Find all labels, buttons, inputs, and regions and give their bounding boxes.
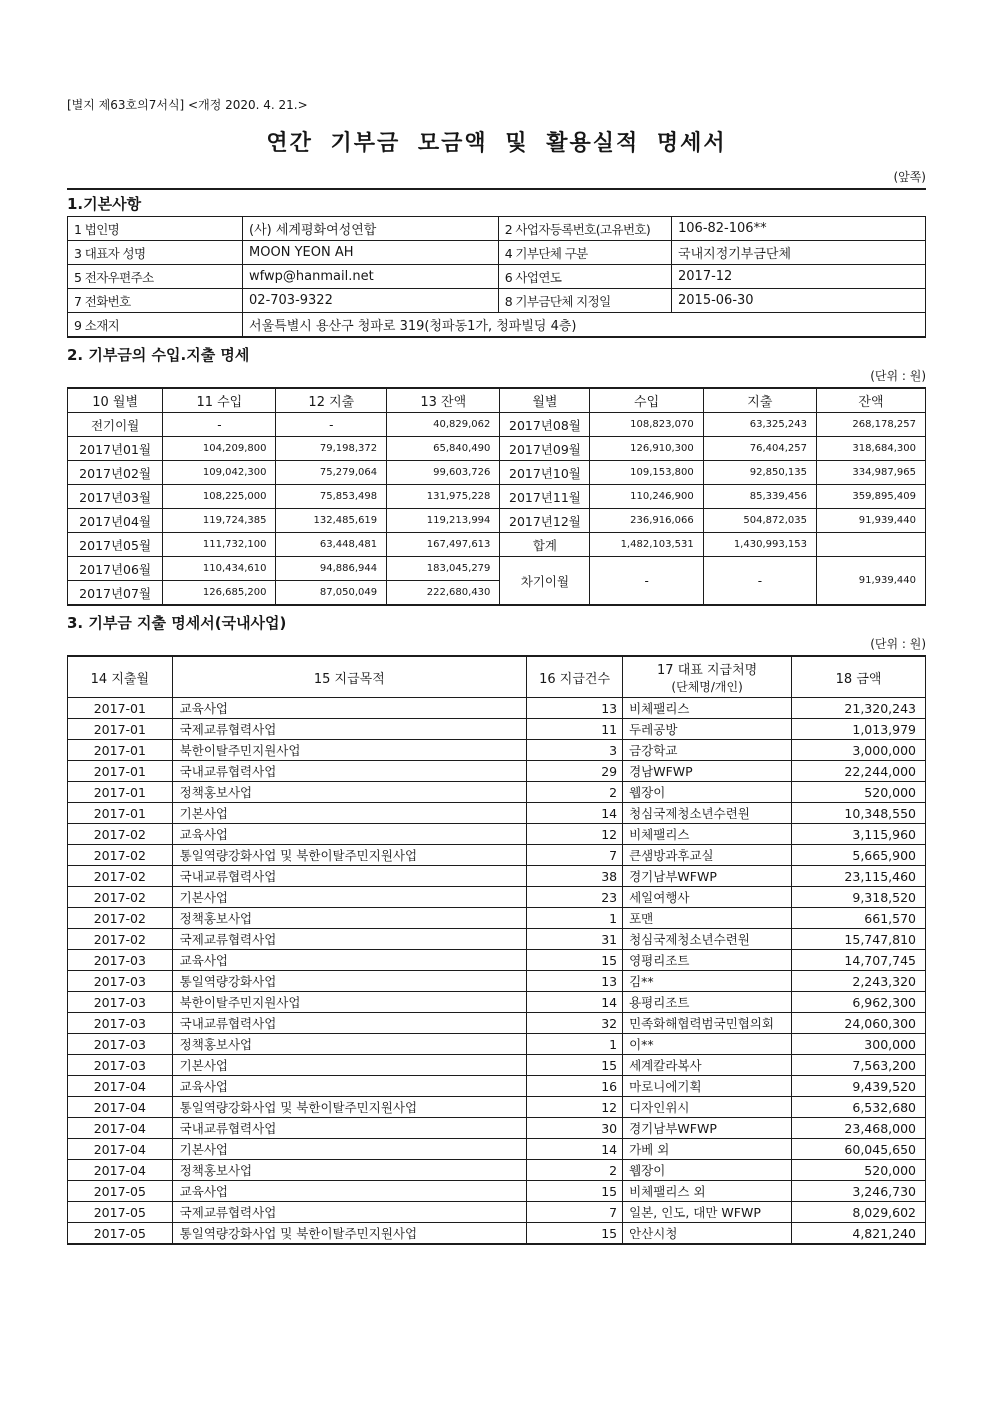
payee-cell: 웹장이	[623, 782, 792, 803]
amount-cell: 3,115,960	[792, 824, 926, 845]
expense-month-cell: 2017-02	[68, 908, 173, 929]
expense-month-cell: 2017-01	[68, 761, 173, 782]
field-label: 9 소재지	[68, 313, 243, 338]
expense-detail-row	[68, 971, 926, 992]
purpose-cell: 국내교류협력사업	[172, 761, 526, 782]
count-cell: 32	[527, 1013, 623, 1034]
section1-heading: 1.기본사항	[67, 195, 142, 213]
balance-cell: 268,178,257	[816, 413, 925, 437]
purpose-cell: 기본사업	[172, 1055, 526, 1076]
expense-cell: 92,850,135	[703, 461, 816, 485]
section3-heading: 3. 기부금 지출 명세서(국내사업)	[67, 614, 287, 632]
expense-month-cell: 2017-04	[68, 1118, 173, 1139]
form-reference: [별지 제63호의7서식] <개정 2020. 4. 21.>	[67, 98, 308, 112]
amount-cell: 3,000,000	[792, 740, 926, 761]
expense-detail-row	[68, 803, 926, 824]
purpose-cell: 정책홍보사업	[172, 782, 526, 803]
purpose-cell: 국제교류협력사업	[172, 719, 526, 740]
expense-month-cell: 2017-03	[68, 1013, 173, 1034]
amount-cell: 8,029,602	[792, 1202, 926, 1223]
purpose-cell: 정책홍보사업	[172, 1160, 526, 1181]
purpose-cell: 국내교류협력사업	[172, 866, 526, 887]
purpose-cell: 국내교류협력사업	[172, 1118, 526, 1139]
expense-month-cell: 2017-02	[68, 929, 173, 950]
balance-cell: 99,603,726	[387, 461, 500, 485]
expense-month-cell: 2017-05	[68, 1202, 173, 1223]
expense-detail-row	[68, 1202, 926, 1223]
income-expense-body	[68, 413, 926, 606]
purpose-cell: 북한이탈주민지원사업	[172, 740, 526, 761]
count-cell: 15	[527, 1181, 623, 1202]
purpose-cell: 통일역량강화사업 및 북한이탈주민지원사업	[172, 1223, 526, 1245]
month-cell: 2017년02월	[68, 461, 163, 485]
amount-cell: 9,439,520	[792, 1076, 926, 1097]
payee-cell: 금강학교	[623, 740, 792, 761]
field-label: 5 전자우편주소	[68, 265, 243, 289]
table-row	[68, 289, 926, 313]
expense-month-cell: 2017-02	[68, 845, 173, 866]
purpose-cell: 정책홍보사업	[172, 1034, 526, 1055]
count-cell: 7	[527, 1202, 623, 1223]
amount-cell: 22,244,000	[792, 761, 926, 782]
amount-cell: 520,000	[792, 782, 926, 803]
expense-month-cell: 2017-01	[68, 803, 173, 824]
month-cell: 합계	[500, 533, 590, 557]
amount-cell: 3,246,730	[792, 1181, 926, 1202]
payee-cell: 비체팰리스	[623, 824, 792, 845]
field-label: 6 사업연도	[498, 265, 671, 289]
count-cell: 3	[527, 740, 623, 761]
payee-cell: 청심국제청소년수련원	[623, 803, 792, 824]
expense-cell: 94,886,944	[276, 557, 387, 581]
page-side-label: (앞쪽)	[893, 170, 926, 184]
column-header: 월별	[500, 388, 590, 413]
header-row	[68, 388, 926, 413]
payee-cell: 경남WFWP	[623, 761, 792, 782]
payee-cell: 안산시청	[623, 1223, 792, 1245]
payee-cell: 영평리조트	[623, 950, 792, 971]
column-header: 14 지출월	[68, 656, 173, 698]
field-label: 3 대표자 성명	[68, 241, 243, 265]
column-header: 11 수입	[163, 388, 276, 413]
income-expense-row	[68, 557, 926, 581]
month-cell: 2017년05월	[68, 533, 163, 557]
expense-detail-row	[68, 950, 926, 971]
income-cell: 104,209,800	[163, 437, 276, 461]
purpose-cell: 북한이탈주민지원사업	[172, 992, 526, 1013]
expense-month-cell: 2017-05	[68, 1223, 173, 1245]
expense-detail-row	[68, 698, 926, 719]
expense-month-cell: 2017-05	[68, 1181, 173, 1202]
count-cell: 15	[527, 1055, 623, 1076]
purpose-cell: 교육사업	[172, 824, 526, 845]
amount-cell: 520,000	[792, 1160, 926, 1181]
column-header: 13 잔액	[387, 388, 500, 413]
count-cell: 1	[527, 908, 623, 929]
purpose-cell: 통일역량강화사업	[172, 971, 526, 992]
amount-cell: 2,243,320	[792, 971, 926, 992]
payee-cell: 비체팰리스 외	[623, 1181, 792, 1202]
balance-cell: 167,497,613	[387, 533, 500, 557]
unit-label: (단위 : 원)	[870, 637, 926, 651]
column-header: 잔액	[816, 388, 925, 413]
payee-cell: 디자인위시	[623, 1097, 792, 1118]
field-value: 106-82-106**	[672, 217, 926, 241]
income-cell: 109,153,800	[590, 461, 703, 485]
payee-cell: 경기남부WFWP	[623, 1118, 792, 1139]
income-expense-row	[68, 533, 926, 557]
payee-cell: 경기남부WFWP	[623, 866, 792, 887]
month-cell: 2017년03월	[68, 485, 163, 509]
income-expense-row	[68, 413, 926, 437]
expense-detail-table	[67, 655, 926, 1245]
balance-cell: 40,829,062	[387, 413, 500, 437]
column-header: 수입	[590, 388, 703, 413]
purpose-cell: 국제교류협력사업	[172, 929, 526, 950]
balance-cell: 91,939,440	[816, 557, 925, 606]
count-cell: 29	[527, 761, 623, 782]
expense-detail-row	[68, 1223, 926, 1245]
count-cell: 1	[527, 1034, 623, 1055]
expense-detail-row	[68, 824, 926, 845]
income-cell: -	[163, 413, 276, 437]
payee-cell: 이**	[623, 1034, 792, 1055]
amount-cell: 1,013,979	[792, 719, 926, 740]
payee-cell: 웹장이	[623, 1160, 792, 1181]
count-cell: 7	[527, 845, 623, 866]
count-cell: 30	[527, 1118, 623, 1139]
income-cell: 126,685,200	[163, 581, 276, 606]
count-cell: 14	[527, 1139, 623, 1160]
balance-cell: 334,987,965	[816, 461, 925, 485]
purpose-cell: 기본사업	[172, 1139, 526, 1160]
payee-cell: 큰샘방과후교실	[623, 845, 792, 866]
expense-cell: -	[703, 557, 816, 606]
amount-cell: 9,318,520	[792, 887, 926, 908]
count-cell: 14	[527, 803, 623, 824]
field-label: 7 전화번호	[68, 289, 243, 313]
column-header: 18 금액	[792, 656, 926, 698]
purpose-cell: 교육사업	[172, 950, 526, 971]
field-value: 서울특별시 용산구 청파로 319(청파동1가, 청파빌딩 4층)	[243, 313, 926, 338]
field-value: MOON YEON AH	[243, 241, 499, 265]
amount-cell: 15,747,810	[792, 929, 926, 950]
month-cell: 2017년06월	[68, 557, 163, 581]
month-cell: 2017년01월	[68, 437, 163, 461]
expense-month-cell: 2017-04	[68, 1097, 173, 1118]
amount-cell: 60,045,650	[792, 1139, 926, 1160]
field-value: (사) 세계평화여성연합	[243, 217, 499, 241]
expense-month-cell: 2017-01	[68, 698, 173, 719]
field-value: 2017-12	[672, 265, 926, 289]
expense-cell: 85,339,456	[703, 485, 816, 509]
header-row	[68, 656, 926, 698]
count-cell: 12	[527, 824, 623, 845]
payee-cell: 일본, 인도, 대만 WFWP	[623, 1202, 792, 1223]
income-cell: -	[590, 557, 703, 606]
expense-cell: 76,404,257	[703, 437, 816, 461]
count-cell: 23	[527, 887, 623, 908]
payee-cell: 마로니에기획	[623, 1076, 792, 1097]
balance-cell: 318,684,300	[816, 437, 925, 461]
purpose-cell: 기본사업	[172, 803, 526, 824]
count-cell: 14	[527, 992, 623, 1013]
column-header: 지출	[703, 388, 816, 413]
expense-detail-row	[68, 740, 926, 761]
month-cell: 2017년08월	[500, 413, 590, 437]
count-cell: 13	[527, 971, 623, 992]
expense-detail-row	[68, 1055, 926, 1076]
payee-cell: 두레공방	[623, 719, 792, 740]
expense-cell: -	[276, 413, 387, 437]
amount-cell: 6,962,300	[792, 992, 926, 1013]
field-label: 8 기부금단체 지정일	[498, 289, 671, 313]
payee-cell: 비체팰리스	[623, 698, 792, 719]
amount-cell: 5,665,900	[792, 845, 926, 866]
balance-cell: 359,895,409	[816, 485, 925, 509]
field-label: 4 기부단체 구분	[498, 241, 671, 265]
count-cell: 2	[527, 1160, 623, 1181]
expense-detail-row	[68, 908, 926, 929]
expense-month-cell: 2017-01	[68, 782, 173, 803]
column-header: 10 월별	[68, 388, 163, 413]
amount-cell: 23,468,000	[792, 1118, 926, 1139]
amount-cell: 300,000	[792, 1034, 926, 1055]
expense-month-cell: 2017-02	[68, 824, 173, 845]
expense-cell: 87,050,049	[276, 581, 387, 606]
income-cell: 126,910,300	[590, 437, 703, 461]
expense-detail-row	[68, 929, 926, 950]
column-header-line2: (단체명/개인)	[671, 680, 743, 694]
month-cell: 2017년11월	[500, 485, 590, 509]
table-row	[68, 265, 926, 289]
month-cell: 2017년10월	[500, 461, 590, 485]
payee-cell: 민족화해협력범국민협의회	[623, 1013, 792, 1034]
income-cell: 108,823,070	[590, 413, 703, 437]
expense-detail-row	[68, 992, 926, 1013]
expense-month-cell: 2017-03	[68, 1055, 173, 1076]
expense-detail-body	[68, 698, 926, 1245]
expense-month-cell: 2017-04	[68, 1160, 173, 1181]
amount-cell: 6,532,680	[792, 1097, 926, 1118]
balance-cell: 119,213,994	[387, 509, 500, 533]
balance-cell: 65,840,490	[387, 437, 500, 461]
expense-month-cell: 2017-03	[68, 992, 173, 1013]
purpose-cell: 교육사업	[172, 1076, 526, 1097]
income-expense-row	[68, 485, 926, 509]
purpose-cell: 기본사업	[172, 887, 526, 908]
expense-detail-row	[68, 1097, 926, 1118]
expense-detail-row	[68, 1181, 926, 1202]
expense-month-cell: 2017-04	[68, 1076, 173, 1097]
carry-forward-label: 차기이월	[500, 557, 590, 606]
count-cell: 38	[527, 866, 623, 887]
month-cell: 2017년09월	[500, 437, 590, 461]
purpose-cell: 통일역량강화사업 및 북한이탈주민지원사업	[172, 845, 526, 866]
document-content	[67, 0, 926, 1245]
amount-cell: 7,563,200	[792, 1055, 926, 1076]
expense-month-cell: 2017-04	[68, 1139, 173, 1160]
count-cell: 12	[527, 1097, 623, 1118]
expense-detail-row	[68, 887, 926, 908]
expense-month-cell: 2017-01	[68, 719, 173, 740]
payee-cell: 세일여행사	[623, 887, 792, 908]
count-cell: 16	[527, 1076, 623, 1097]
purpose-cell: 교육사업	[172, 1181, 526, 1202]
count-cell: 13	[527, 698, 623, 719]
expense-cell: 79,198,372	[276, 437, 387, 461]
income-expense-row	[68, 437, 926, 461]
balance-cell: 222,680,430	[387, 581, 500, 606]
count-cell: 15	[527, 1223, 623, 1245]
expense-month-cell: 2017-02	[68, 887, 173, 908]
amount-cell: 23,115,460	[792, 866, 926, 887]
amount-cell: 21,320,243	[792, 698, 926, 719]
expense-detail-row	[68, 1139, 926, 1160]
column-header	[623, 656, 792, 698]
expense-detail-row	[68, 845, 926, 866]
field-label: 2 사업자등록번호(고유번호)	[498, 217, 671, 241]
expense-detail-row	[68, 866, 926, 887]
purpose-cell: 정책홍보사업	[172, 908, 526, 929]
count-cell: 11	[527, 719, 623, 740]
document-title: 연간 기부금 모금액 및 활용실적 명세서	[266, 131, 727, 156]
column-header: 16 지급건수	[527, 656, 623, 698]
field-value: 02-703-9322	[243, 289, 499, 313]
amount-cell: 661,570	[792, 908, 926, 929]
amount-cell: 4,821,240	[792, 1223, 926, 1245]
income-expense-row	[68, 509, 926, 533]
expense-cell: 63,325,243	[703, 413, 816, 437]
expense-detail-row	[68, 1118, 926, 1139]
balance-cell: 91,939,440	[816, 509, 925, 533]
balance-cell: 131,975,228	[387, 485, 500, 509]
expense-cell: 132,485,619	[276, 509, 387, 533]
expense-detail-row	[68, 782, 926, 803]
unit-label: (단위 : 원)	[870, 369, 926, 383]
expense-month-cell: 2017-03	[68, 1034, 173, 1055]
payee-cell: 청심국제청소년수련원	[623, 929, 792, 950]
expense-detail-row	[68, 719, 926, 740]
expense-cell: 75,853,498	[276, 485, 387, 509]
field-value: 국내지정기부금단체	[672, 241, 926, 265]
expense-detail-row	[68, 1013, 926, 1034]
income-cell: 119,724,385	[163, 509, 276, 533]
table-row	[68, 313, 926, 338]
amount-cell: 10,348,550	[792, 803, 926, 824]
column-header-line1: 17 대표 지급처명	[657, 663, 758, 678]
income-cell: 108,225,000	[163, 485, 276, 509]
expense-cell: 75,279,064	[276, 461, 387, 485]
column-header: 15 지급목적	[172, 656, 526, 698]
month-cell: 2017년04월	[68, 509, 163, 533]
payee-cell: 가베 외	[623, 1139, 792, 1160]
income-expense-row	[68, 461, 926, 485]
income-cell: 110,246,900	[590, 485, 703, 509]
expense-cell: 63,448,481	[276, 533, 387, 557]
income-cell: 109,042,300	[163, 461, 276, 485]
expense-detail-row	[68, 761, 926, 782]
expense-month-cell: 2017-03	[68, 971, 173, 992]
field-value: 2015-06-30	[672, 289, 926, 313]
expense-cell: 504,872,035	[703, 509, 816, 533]
income-cell: 111,732,100	[163, 533, 276, 557]
purpose-cell: 통일역량강화사업 및 북한이탈주민지원사업	[172, 1097, 526, 1118]
expense-detail-row	[68, 1160, 926, 1181]
purpose-cell: 교육사업	[172, 698, 526, 719]
count-cell: 2	[527, 782, 623, 803]
horizontal-rule	[67, 188, 926, 190]
income-cell: 1,482,103,531	[590, 533, 703, 557]
month-cell: 2017년12월	[500, 509, 590, 533]
payee-cell: 세계칼라복사	[623, 1055, 792, 1076]
section2-heading: 2. 기부금의 수입.지출 명세	[67, 346, 250, 364]
month-cell: 전기이월	[68, 413, 163, 437]
count-cell: 15	[527, 950, 623, 971]
basic-info-table	[67, 216, 926, 338]
field-value: wfwp@hanmail.net	[243, 265, 499, 289]
purpose-cell: 국내교류협력사업	[172, 1013, 526, 1034]
column-header: 12 지출	[276, 388, 387, 413]
payee-cell: 포맨	[623, 908, 792, 929]
income-cell: 236,916,066	[590, 509, 703, 533]
table-row	[68, 241, 926, 265]
payee-cell: 용평리조트	[623, 992, 792, 1013]
expense-detail-row	[68, 1076, 926, 1097]
purpose-cell: 국제교류협력사업	[172, 1202, 526, 1223]
expense-month-cell: 2017-01	[68, 740, 173, 761]
income-expense-table	[67, 387, 926, 606]
payee-cell: 김**	[623, 971, 792, 992]
amount-cell: 14,707,745	[792, 950, 926, 971]
table-row	[68, 217, 926, 241]
balance-cell	[816, 533, 925, 557]
expense-month-cell: 2017-03	[68, 950, 173, 971]
amount-cell: 24,060,300	[792, 1013, 926, 1034]
expense-detail-row	[68, 1034, 926, 1055]
balance-cell: 183,045,279	[387, 557, 500, 581]
month-cell: 2017년07월	[68, 581, 163, 606]
expense-cell: 1,430,993,153	[703, 533, 816, 557]
income-cell: 110,434,610	[163, 557, 276, 581]
field-label: 1 법인명	[68, 217, 243, 241]
count-cell: 31	[527, 929, 623, 950]
expense-month-cell: 2017-02	[68, 866, 173, 887]
